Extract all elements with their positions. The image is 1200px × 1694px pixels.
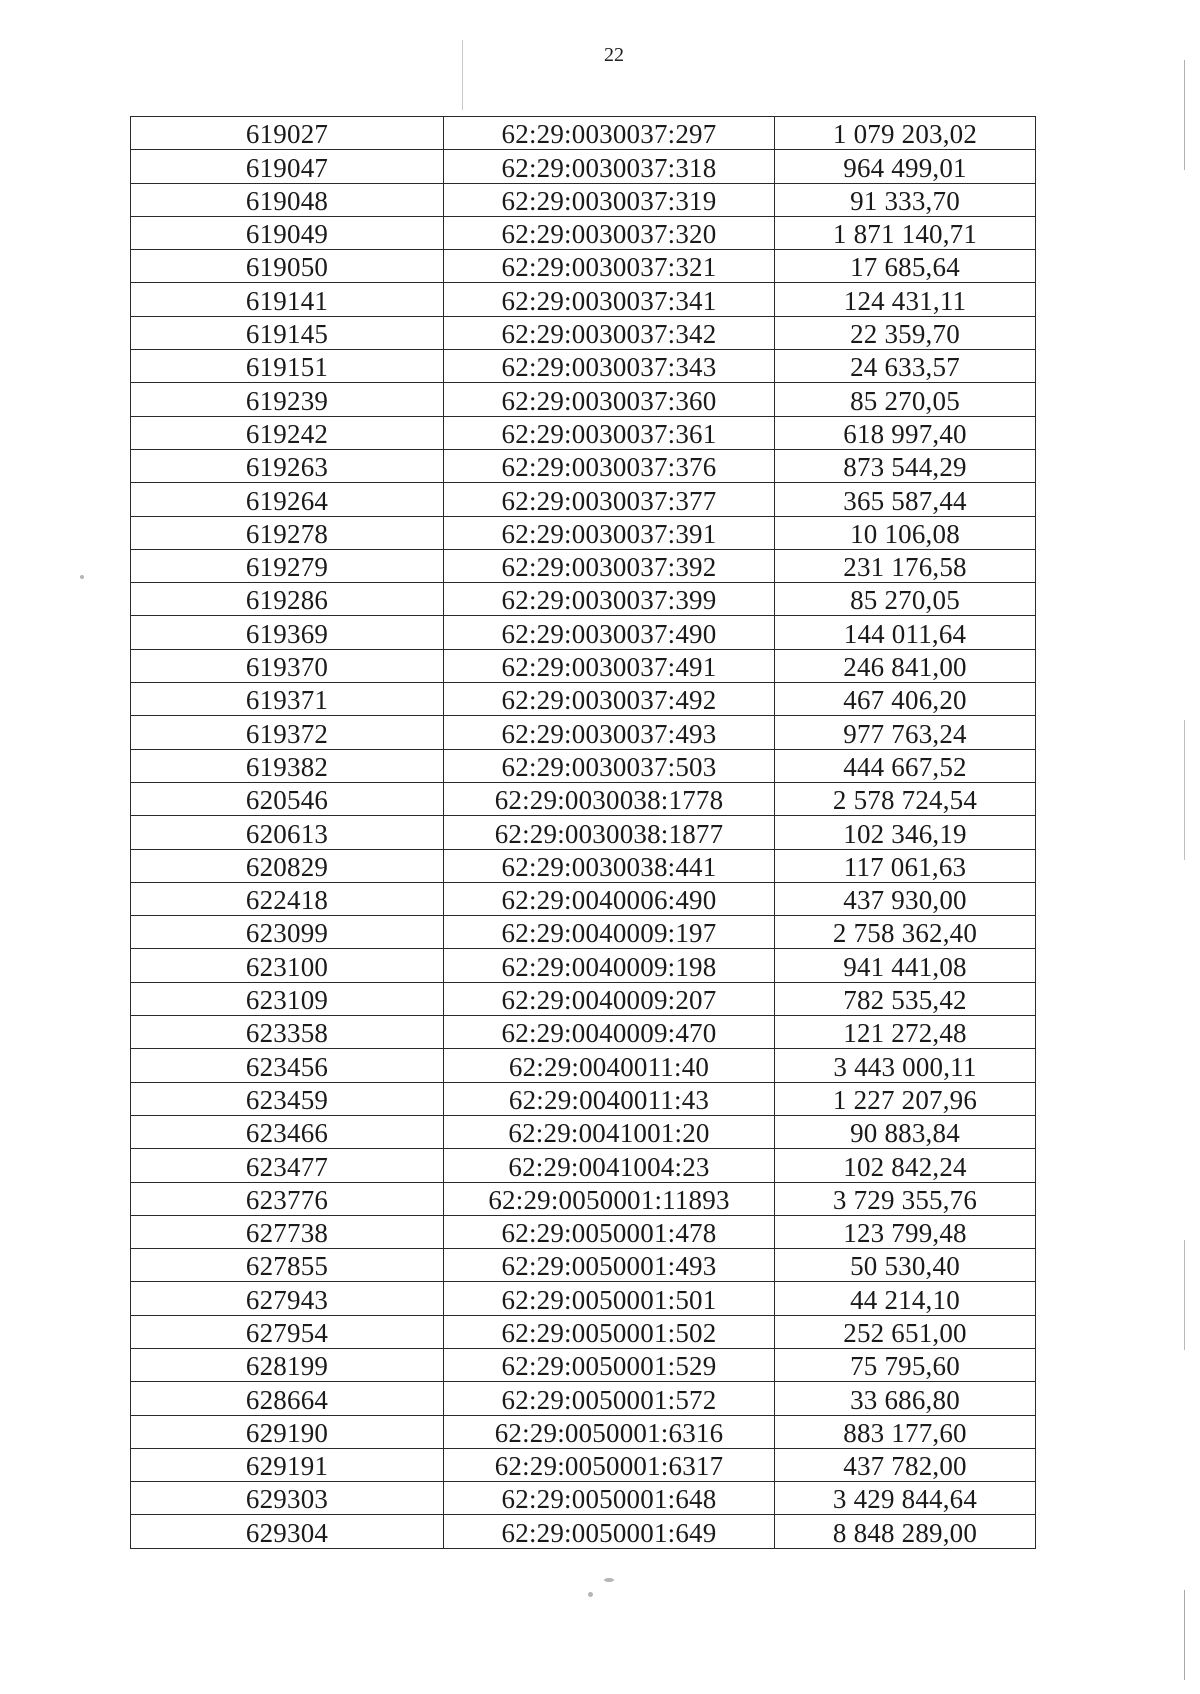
value-cell: 1 871 140,71: [775, 216, 1036, 249]
value-cell: 85 270,05: [775, 583, 1036, 616]
record-number-cell: 627943: [131, 1282, 444, 1315]
cadastral-number-cell: 62:29:0030037:493: [444, 716, 775, 749]
record-number-cell: 628199: [131, 1348, 444, 1381]
record-number-cell: 619047: [131, 150, 444, 183]
value-cell: 124 431,11: [775, 283, 1036, 316]
scan-artifact-line: [1184, 1590, 1185, 1680]
table-row: [131, 150, 1036, 183]
table-row: [131, 216, 1036, 249]
table-row: [131, 1249, 1036, 1282]
cadastral-number-cell: 62:29:0040009:198: [444, 949, 775, 982]
table-row: [131, 117, 1036, 150]
value-cell: 964 499,01: [775, 150, 1036, 183]
data-table: [130, 116, 1036, 1549]
value-cell: 246 841,00: [775, 649, 1036, 682]
record-number-cell: 619264: [131, 483, 444, 516]
table-row: [131, 1482, 1036, 1515]
cadastral-number-cell: 62:29:0030037:490: [444, 616, 775, 649]
table-row: [131, 350, 1036, 383]
record-number-cell: 619382: [131, 749, 444, 782]
record-number-cell: 619278: [131, 516, 444, 549]
cadastral-number-cell: 62:29:0030037:318: [444, 150, 775, 183]
value-cell: 941 441,08: [775, 949, 1036, 982]
value-cell: 22 359,70: [775, 316, 1036, 349]
cadastral-number-cell: 62:29:0040009:197: [444, 916, 775, 949]
table-row: [131, 449, 1036, 482]
table-row: [131, 416, 1036, 449]
value-cell: 1 227 207,96: [775, 1082, 1036, 1115]
cadastral-number-cell: 62:29:0050001:493: [444, 1249, 775, 1282]
record-number-cell: 619049: [131, 216, 444, 249]
table-row: [131, 1315, 1036, 1348]
cadastral-number-cell: 62:29:0050001:11893: [444, 1182, 775, 1215]
record-number-cell: 619145: [131, 316, 444, 349]
cadastral-number-cell: 62:29:0050001:649: [444, 1515, 775, 1548]
value-cell: 102 346,19: [775, 816, 1036, 849]
record-number-cell: 627738: [131, 1215, 444, 1248]
record-number-cell: 620546: [131, 782, 444, 815]
cadastral-number-cell: 62:29:0030038:1778: [444, 782, 775, 815]
record-number-cell: 623456: [131, 1049, 444, 1082]
record-number-cell: 627954: [131, 1315, 444, 1348]
cadastral-number-cell: 62:29:0030037:491: [444, 649, 775, 682]
cadastral-number-cell: 62:29:0040006:490: [444, 882, 775, 915]
cadastral-number-cell: 62:29:0030037:376: [444, 449, 775, 482]
table-row: [131, 183, 1036, 216]
value-cell: 17 685,64: [775, 250, 1036, 283]
page-number: 22: [604, 44, 624, 66]
value-cell: 782 535,42: [775, 982, 1036, 1015]
cadastral-number-cell: 62:29:0030037:361: [444, 416, 775, 449]
table-row: [131, 949, 1036, 982]
record-number-cell: 619141: [131, 283, 444, 316]
record-number-cell: 623466: [131, 1115, 444, 1148]
cadastral-number-cell: 62:29:0040011:43: [444, 1082, 775, 1115]
record-number-cell: 623459: [131, 1082, 444, 1115]
record-number-cell: 619369: [131, 616, 444, 649]
cadastral-number-cell: 62:29:0030037:319: [444, 183, 775, 216]
record-number-cell: 629190: [131, 1415, 444, 1448]
cadastral-number-cell: 62:29:0030037:377: [444, 483, 775, 516]
cadastral-number-cell: 62:29:0030037:343: [444, 350, 775, 383]
record-number-cell: 619371: [131, 683, 444, 716]
table-row: [131, 649, 1036, 682]
record-number-cell: 619286: [131, 583, 444, 616]
cadastral-number-cell: 62:29:0041001:20: [444, 1115, 775, 1148]
value-cell: 467 406,20: [775, 683, 1036, 716]
cadastral-number-cell: 62:29:0030037:320: [444, 216, 775, 249]
record-number-cell: 619048: [131, 183, 444, 216]
cadastral-number-cell: 62:29:0040009:207: [444, 982, 775, 1015]
scan-artifact-line: [462, 40, 463, 110]
value-cell: 365 587,44: [775, 483, 1036, 516]
value-cell: 8 848 289,00: [775, 1515, 1036, 1548]
table-row: [131, 1448, 1036, 1481]
value-cell: 50 530,40: [775, 1249, 1036, 1282]
table-row: [131, 816, 1036, 849]
record-number-cell: 627855: [131, 1249, 444, 1282]
value-cell: 1 079 203,02: [775, 117, 1036, 150]
cadastral-number-cell: 62:29:0050001:478: [444, 1215, 775, 1248]
record-number-cell: 619242: [131, 416, 444, 449]
value-cell: 444 667,52: [775, 749, 1036, 782]
value-cell: 977 763,24: [775, 716, 1036, 749]
cadastral-number-cell: 62:29:0050001:572: [444, 1382, 775, 1415]
value-cell: 618 997,40: [775, 416, 1036, 449]
cadastral-number-cell: 62:29:0030037:391: [444, 516, 775, 549]
record-number-cell: 620829: [131, 849, 444, 882]
value-cell: 231 176,58: [775, 549, 1036, 582]
record-number-cell: 623358: [131, 1016, 444, 1049]
table-row: [131, 1016, 1036, 1049]
cadastral-number-cell: 62:29:0030037:399: [444, 583, 775, 616]
table-row: [131, 849, 1036, 882]
value-cell: 24 633,57: [775, 350, 1036, 383]
table-row: [131, 1282, 1036, 1315]
cadastral-number-cell: 62:29:0030037:492: [444, 683, 775, 716]
value-cell: 2 578 724,54: [775, 782, 1036, 815]
scan-artifact-line: [1184, 720, 1185, 860]
scan-artifact-line: [1184, 1240, 1185, 1350]
table-row: [131, 483, 1036, 516]
cadastral-number-cell: 62:29:0050001:6316: [444, 1415, 775, 1448]
table-row: [131, 1082, 1036, 1115]
cadastral-number-cell: 62:29:0050001:529: [444, 1348, 775, 1381]
record-number-cell: 619370: [131, 649, 444, 682]
record-number-cell: 619263: [131, 449, 444, 482]
table-row: [131, 1182, 1036, 1215]
record-number-cell: 619050: [131, 250, 444, 283]
record-number-cell: 622418: [131, 882, 444, 915]
value-cell: 123 799,48: [775, 1215, 1036, 1248]
value-cell: 437 782,00: [775, 1448, 1036, 1481]
table-row: [131, 683, 1036, 716]
table-row: [131, 316, 1036, 349]
scan-artifact-dot: [588, 1592, 593, 1597]
value-cell: 117 061,63: [775, 849, 1036, 882]
cadastral-number-cell: 62:29:0030037:341: [444, 283, 775, 316]
record-number-cell: 619027: [131, 117, 444, 150]
record-number-cell: 628664: [131, 1382, 444, 1415]
record-number-cell: 623109: [131, 982, 444, 1015]
table-row: [131, 1115, 1036, 1148]
table-row: [131, 250, 1036, 283]
record-number-cell: 619279: [131, 549, 444, 582]
value-cell: 75 795,60: [775, 1348, 1036, 1381]
cadastral-number-cell: 62:29:0030037:360: [444, 383, 775, 416]
cadastral-number-cell: 62:29:0040009:470: [444, 1016, 775, 1049]
value-cell: 883 177,60: [775, 1415, 1036, 1448]
table-row: [131, 716, 1036, 749]
scan-artifact-line: [1184, 60, 1185, 170]
table-row: [131, 283, 1036, 316]
table-row: [131, 1515, 1036, 1548]
table-row: [131, 1348, 1036, 1381]
table-row: [131, 583, 1036, 616]
table-row: [131, 1215, 1036, 1248]
table-row: [131, 1049, 1036, 1082]
value-cell: 91 333,70: [775, 183, 1036, 216]
value-cell: 252 651,00: [775, 1315, 1036, 1348]
cadastral-number-cell: 62:29:0030038:441: [444, 849, 775, 882]
table-row: [131, 1415, 1036, 1448]
table-row: [131, 549, 1036, 582]
record-number-cell: 620613: [131, 816, 444, 849]
value-cell: 85 270,05: [775, 383, 1036, 416]
table-row: [131, 916, 1036, 949]
table-row: [131, 1382, 1036, 1415]
record-number-cell: 629191: [131, 1448, 444, 1481]
cadastral-number-cell: 62:29:0030037:297: [444, 117, 775, 150]
record-number-cell: 619372: [131, 716, 444, 749]
table-row: [131, 1149, 1036, 1182]
cadastral-number-cell: 62:29:0030037:392: [444, 549, 775, 582]
value-cell: 3 429 844,64: [775, 1482, 1036, 1515]
value-cell: 33 686,80: [775, 1382, 1036, 1415]
cadastral-number-cell: 62:29:0030037:321: [444, 250, 775, 283]
cadastral-number-cell: 62:29:0050001:501: [444, 1282, 775, 1315]
value-cell: 44 214,10: [775, 1282, 1036, 1315]
cadastral-number-cell: 62:29:0030037:503: [444, 749, 775, 782]
table-row: [131, 749, 1036, 782]
scan-artifact-dot: [604, 1578, 614, 1582]
record-number-cell: 619239: [131, 383, 444, 416]
record-number-cell: 629304: [131, 1515, 444, 1548]
record-number-cell: 629303: [131, 1482, 444, 1515]
record-number-cell: 623776: [131, 1182, 444, 1215]
cadastral-number-cell: 62:29:0050001:6317: [444, 1448, 775, 1481]
record-number-cell: 623100: [131, 949, 444, 982]
value-cell: 3 729 355,76: [775, 1182, 1036, 1215]
value-cell: 3 443 000,11: [775, 1049, 1036, 1082]
value-cell: 121 272,48: [775, 1016, 1036, 1049]
value-cell: 102 842,24: [775, 1149, 1036, 1182]
cadastral-number-cell: 62:29:0030037:342: [444, 316, 775, 349]
value-cell: 144 011,64: [775, 616, 1036, 649]
table-row: [131, 616, 1036, 649]
table-row: [131, 516, 1036, 549]
record-number-cell: 623477: [131, 1149, 444, 1182]
cadastral-number-cell: 62:29:0050001:502: [444, 1315, 775, 1348]
table-row: [131, 982, 1036, 1015]
table-body: [131, 117, 1036, 1549]
value-cell: 437 930,00: [775, 882, 1036, 915]
value-cell: 2 758 362,40: [775, 916, 1036, 949]
cadastral-number-cell: 62:29:0030038:1877: [444, 816, 775, 849]
value-cell: 90 883,84: [775, 1115, 1036, 1148]
record-number-cell: 623099: [131, 916, 444, 949]
table-row: [131, 383, 1036, 416]
cadastral-number-cell: 62:29:0040011:40: [444, 1049, 775, 1082]
value-cell: 10 106,08: [775, 516, 1036, 549]
cadastral-number-cell: 62:29:0041004:23: [444, 1149, 775, 1182]
cadastral-number-cell: 62:29:0050001:648: [444, 1482, 775, 1515]
value-cell: 873 544,29: [775, 449, 1036, 482]
record-number-cell: 619151: [131, 350, 444, 383]
scan-artifact-dot: [80, 575, 84, 579]
table-row: [131, 882, 1036, 915]
table-row: [131, 782, 1036, 815]
